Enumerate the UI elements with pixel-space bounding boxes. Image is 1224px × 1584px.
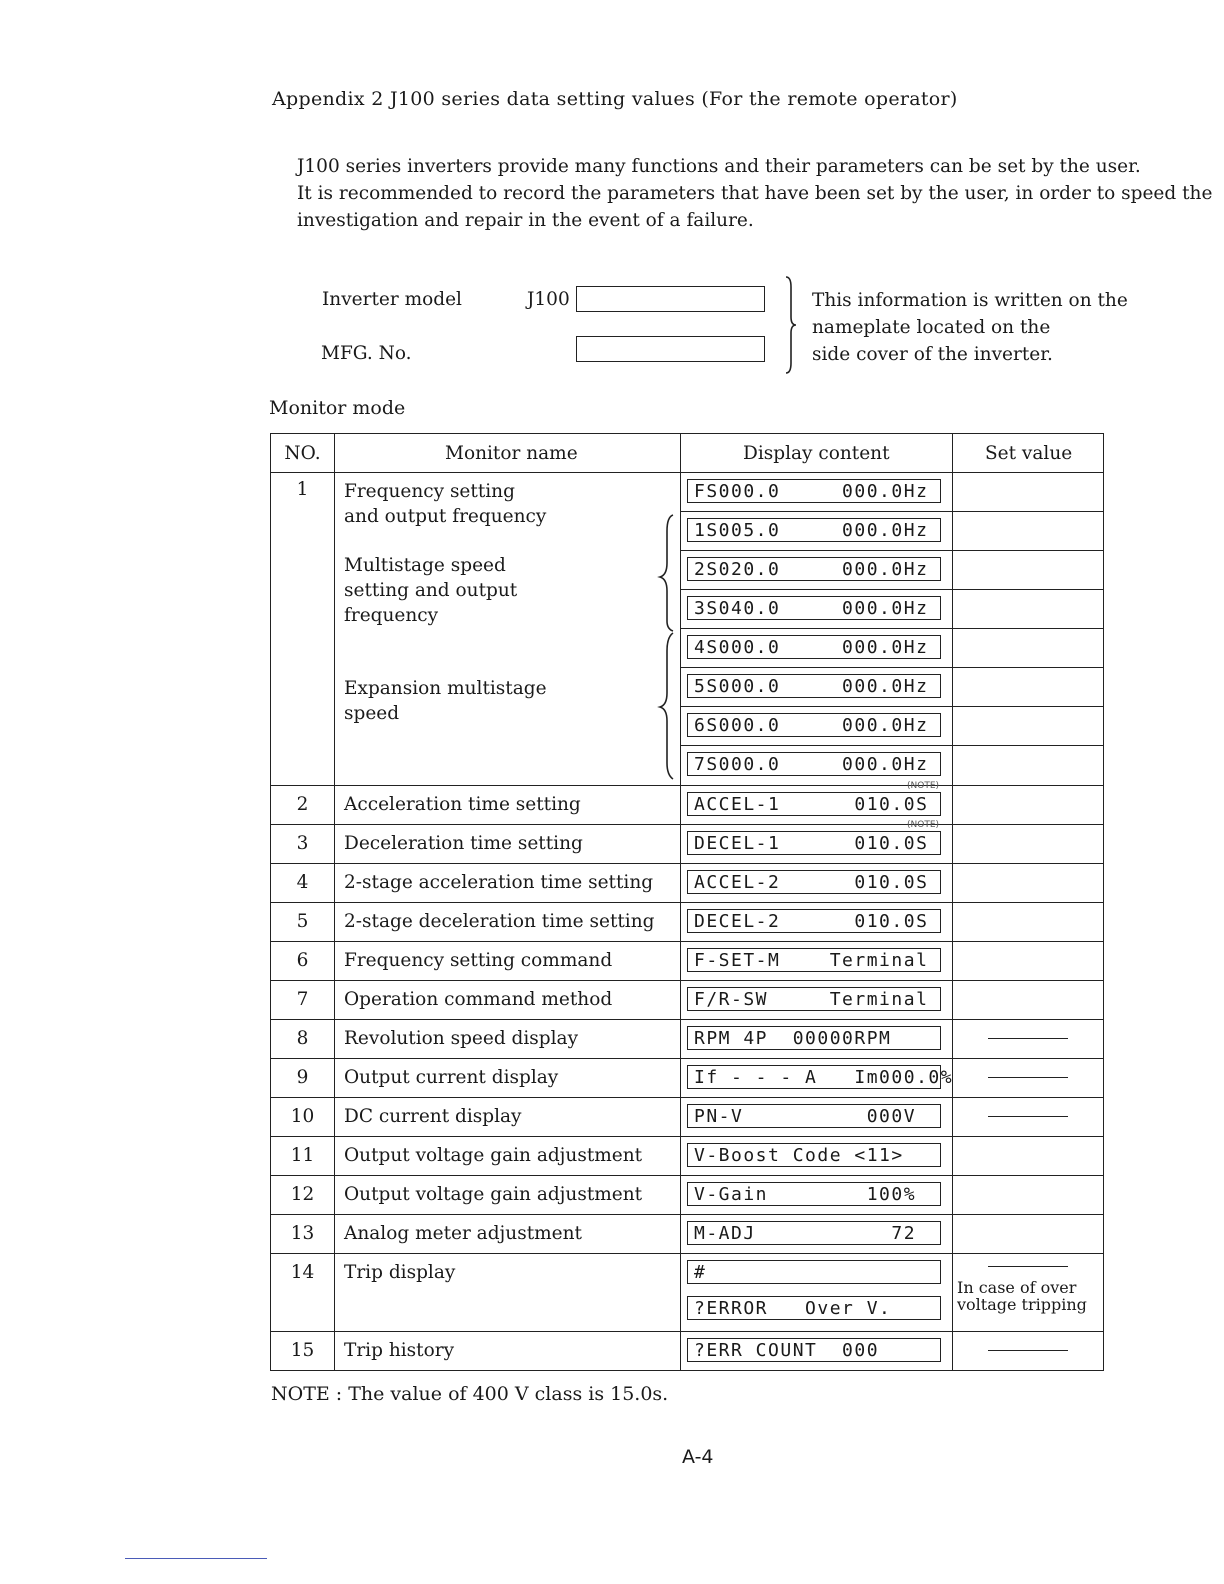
row-display-content xyxy=(681,1332,953,1371)
note-flag: (NOTE) xyxy=(907,820,940,830)
row-no: 10 xyxy=(271,1098,335,1137)
display-value: F-SET-M Terminal xyxy=(687,948,941,972)
row-no: 4 xyxy=(271,864,335,903)
nameplate-note xyxy=(812,287,1128,368)
display-value: ACCEL-2 010.0S xyxy=(687,870,941,894)
row-monitor-name: Analog meter adjustment xyxy=(335,1215,681,1254)
header-no: NO. xyxy=(271,434,335,473)
set-value-note-line: In case of over xyxy=(957,1278,1077,1297)
row-display-content xyxy=(681,781,953,825)
display-value: V-Boost Code <11> xyxy=(687,1143,941,1167)
table-row xyxy=(271,864,1104,903)
table-row xyxy=(271,903,1104,942)
row-set-value[interactable] xyxy=(953,981,1104,1020)
name-line: Multistage speed xyxy=(344,555,506,576)
row-display-content xyxy=(681,864,953,903)
display-value: 4S000.0 000.0Hz xyxy=(687,635,941,659)
header-display-content: Display content xyxy=(681,434,953,473)
row-set-value[interactable] xyxy=(953,473,1104,786)
row-display-content xyxy=(681,1254,953,1332)
intro-line: It is recommended to record the parameters that have been set by the user, in order to speed the xyxy=(297,183,1213,204)
row-monitor-name: Operation command method xyxy=(335,981,681,1020)
name-line: frequency xyxy=(344,605,439,626)
name-line: and output frequency xyxy=(344,506,547,527)
row-display-content xyxy=(681,820,953,864)
table-row xyxy=(271,1176,1104,1215)
name-expansion-multistage xyxy=(344,676,547,726)
not-applicable-dash xyxy=(988,1077,1068,1078)
row-monitor-name: 2-stage acceleration time setting xyxy=(335,864,681,903)
row-set-value[interactable] xyxy=(953,864,1104,903)
display-value: 3S040.0 000.0Hz xyxy=(687,596,941,620)
table-row xyxy=(271,1098,1104,1137)
row-monitor-name xyxy=(335,473,681,786)
table-row xyxy=(271,1332,1104,1371)
row-no: 6 xyxy=(271,942,335,981)
row-no: 15 xyxy=(271,1332,335,1371)
section-title: Monitor mode xyxy=(269,397,406,419)
row-no: 7 xyxy=(271,981,335,1020)
row-display-content xyxy=(681,981,953,1020)
display-value: # xyxy=(687,1260,941,1284)
row-set-value[interactable] xyxy=(953,1215,1104,1254)
display-value: ?ERROR Over V. xyxy=(687,1296,941,1320)
table-row xyxy=(271,786,1104,825)
name-line: speed xyxy=(344,703,400,724)
row-display-content xyxy=(681,473,953,786)
name-multistage-speed xyxy=(344,553,517,628)
row-monitor-name: DC current display xyxy=(335,1098,681,1137)
table-header-row xyxy=(271,434,1104,473)
row-set-value xyxy=(953,1020,1104,1059)
row-set-value[interactable] xyxy=(953,825,1104,864)
multistage-braces xyxy=(657,513,679,783)
display-value: FS000.0 000.0Hz xyxy=(687,479,941,503)
model-prefix: J100 xyxy=(527,289,570,310)
not-applicable-dash xyxy=(988,1266,1068,1267)
row-display-content xyxy=(681,903,953,942)
row-display-content xyxy=(681,1176,953,1215)
display-value: ACCEL-1 010.0S xyxy=(687,792,941,816)
row-no: 9 xyxy=(271,1059,335,1098)
display-value: DECEL-1 010.0S xyxy=(687,831,941,855)
table-row xyxy=(271,1254,1104,1332)
intro-line: J100 series inverters provide many functions and their parameters can be set by the user. xyxy=(297,156,1141,177)
row-monitor-name: Revolution speed display xyxy=(335,1020,681,1059)
row-no: 12 xyxy=(271,1176,335,1215)
display-value: DECEL-2 010.0S xyxy=(687,909,941,933)
mfg-no-field[interactable] xyxy=(576,336,765,362)
row-set-value xyxy=(953,1098,1104,1137)
set-value-note-line: voltage tripping xyxy=(957,1295,1087,1314)
table-row xyxy=(271,981,1104,1020)
row-display-content xyxy=(681,1215,953,1254)
row-display-content xyxy=(681,942,953,981)
intro-line: investigation and repair in the event of a failure. xyxy=(297,210,754,231)
display-value: 6S000.0 000.0Hz xyxy=(687,713,941,737)
set-value-note xyxy=(957,1279,1103,1313)
table-row xyxy=(271,1020,1104,1059)
row-monitor-name: Output voltage gain adjustment xyxy=(335,1176,681,1215)
row-set-value xyxy=(953,1254,1104,1332)
display-value: F/R-SW Terminal xyxy=(687,987,941,1011)
row-set-value xyxy=(953,1332,1104,1371)
row-monitor-name: Deceleration time setting xyxy=(335,825,681,864)
row-no: 3 xyxy=(271,825,335,864)
not-applicable-dash xyxy=(988,1038,1068,1039)
row-monitor-name: Acceleration time setting xyxy=(335,786,681,825)
row-display-content xyxy=(681,1059,953,1098)
row-monitor-name: Frequency setting command xyxy=(335,942,681,981)
page-number: A-4 xyxy=(682,1446,714,1468)
row-no: 14 xyxy=(271,1254,335,1332)
row-set-value[interactable] xyxy=(953,942,1104,981)
page-heading: Appendix 2 J100 series data setting values (For the remote operator) xyxy=(272,88,958,110)
row-no: 13 xyxy=(271,1215,335,1254)
inverter-model-label: Inverter model xyxy=(322,289,462,310)
header-monitor-name: Monitor name xyxy=(335,434,681,473)
row-monitor-name: Output voltage gain adjustment xyxy=(335,1137,681,1176)
display-value: ?ERR COUNT 000 xyxy=(687,1338,941,1362)
row-no: 8 xyxy=(271,1020,335,1059)
not-applicable-dash xyxy=(988,1116,1068,1117)
table-row xyxy=(271,825,1104,864)
display-value: 7S000.0 000.0Hz xyxy=(687,752,941,776)
intro-paragraph xyxy=(297,153,1213,234)
row-display-content xyxy=(681,1020,953,1059)
row-no: 5 xyxy=(271,903,335,942)
row-no: 11 xyxy=(271,1137,335,1176)
name-line: setting and output xyxy=(344,580,518,601)
table-row xyxy=(271,1137,1104,1176)
mfg-no-label: MFG. No. xyxy=(321,343,412,364)
name-line: Expansion multistage xyxy=(344,678,547,699)
row-monitor-name: Output current display xyxy=(335,1059,681,1098)
nameplate-note-line: side cover of the inverter. xyxy=(812,344,1053,365)
table-row xyxy=(271,1215,1104,1254)
row-display-content xyxy=(681,1098,953,1137)
row-monitor-name: Trip display xyxy=(335,1254,681,1332)
not-applicable-dash xyxy=(988,1350,1068,1351)
row-set-value[interactable] xyxy=(953,1137,1104,1176)
display-value: 2S020.0 000.0Hz xyxy=(687,557,941,581)
display-value: PN-V 000V xyxy=(687,1104,941,1128)
bottom-rule xyxy=(125,1558,267,1559)
display-value: 1S005.0 000.0Hz xyxy=(687,518,941,542)
table-row xyxy=(271,473,1104,786)
row-monitor-name: 2-stage deceleration time setting xyxy=(335,903,681,942)
row-monitor-name: Trip history xyxy=(335,1332,681,1371)
nameplate-note-line: nameplate located on the xyxy=(812,317,1051,338)
table-row xyxy=(271,942,1104,981)
row-set-value[interactable] xyxy=(953,903,1104,942)
header-set-value: Set value xyxy=(953,434,1104,473)
name-line: Frequency setting xyxy=(344,481,515,502)
display-value: 5S000.0 000.0Hz xyxy=(687,674,941,698)
nameplate-note-line: This information is written on the xyxy=(812,290,1128,311)
row-no: 1 xyxy=(271,473,335,786)
table-row xyxy=(271,1059,1104,1098)
right-brace xyxy=(780,275,800,375)
inverter-model-field[interactable] xyxy=(576,286,765,312)
row-set-value xyxy=(953,1059,1104,1098)
row-set-value[interactable] xyxy=(953,786,1104,825)
row-display-content xyxy=(681,1137,953,1176)
row-set-value[interactable] xyxy=(953,1176,1104,1215)
row-no: 2 xyxy=(271,786,335,825)
display-value: M-ADJ 72 xyxy=(687,1221,941,1245)
note-flag: (NOTE) xyxy=(907,781,940,791)
display-value: If - - - A Im000.0% xyxy=(687,1065,941,1089)
footnote: NOTE : The value of 400 V class is 15.0s. xyxy=(271,1383,669,1405)
monitor-mode-table xyxy=(270,433,1104,1371)
display-value: RPM 4P 00000RPM xyxy=(687,1026,941,1050)
name-frequency-setting xyxy=(344,479,546,529)
display-value: V-Gain 100% xyxy=(687,1182,941,1206)
